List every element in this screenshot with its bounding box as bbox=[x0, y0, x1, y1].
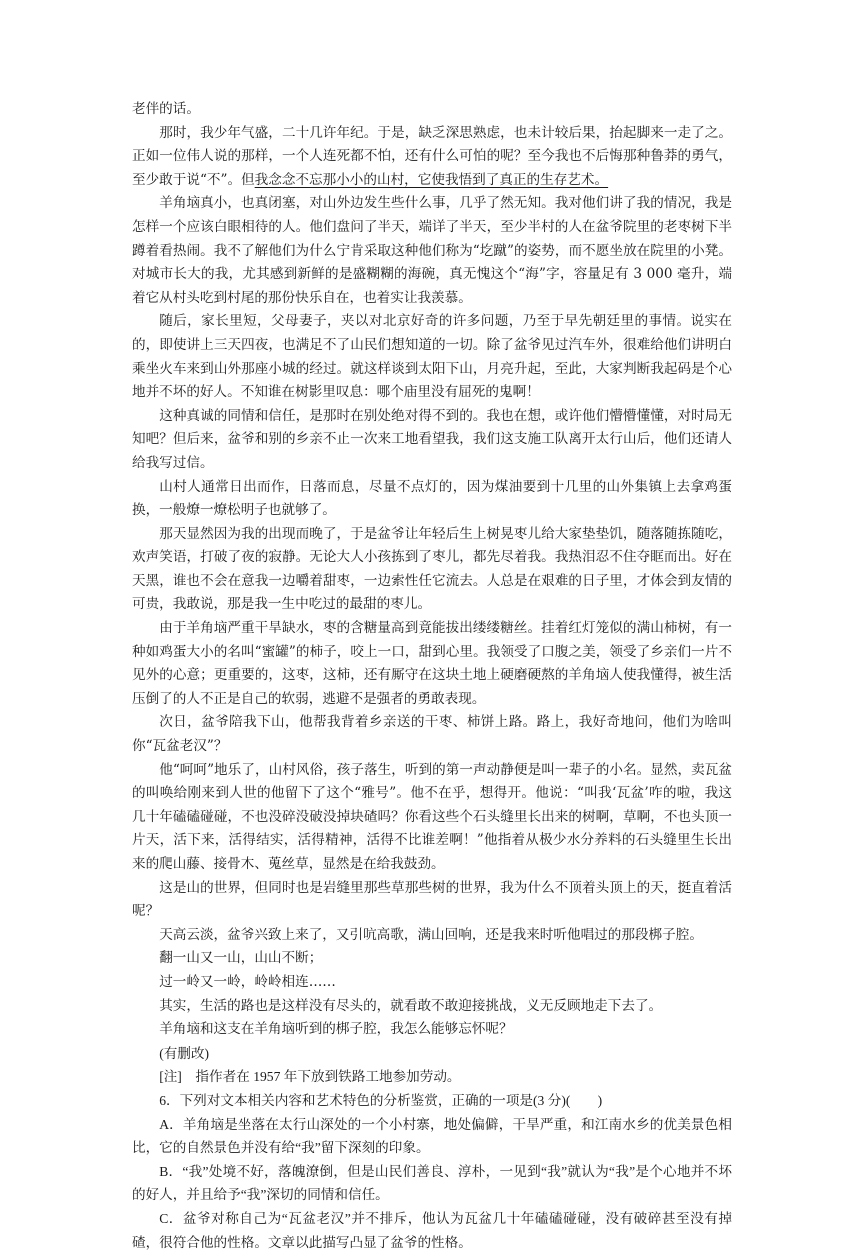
passage-paragraph-5: 山村人通常日出而作，日落而息，尽量不点灯的，因为煤油要到十几里的山外集镇上去拿鸡蛋换，一般燎一燎松明子也就够了。 bbox=[132, 478, 732, 519]
passage-paragraph-13: 羊角垴和这支在羊角垴听到的梆子腔，我怎么能够忘怀呢？ bbox=[159, 1021, 513, 1038]
passage-paragraph-8: 次日，盆爷陪我下山，他帮我背着乡亲送的干枣、柿饼上路。路上，我好奇地问，他们为啥叫你“瓦盆老汉”？ bbox=[132, 714, 732, 755]
question-stem: 6．下列对文本相关内容和艺术特色的分析鉴赏，正确的一项是(3 分)( ) bbox=[159, 1092, 603, 1108]
passage-paragraph-9: 他“呵呵”地乐了，山村风俗，孩子落生，听到的第一声动静便是叫一辈子的小名。显然，卖瓦盆的叫唤给刚来到人世的他留下了这个“雅号”。他不在乎，想得开。他说：“叫我‘瓦盆’咋的啦，我这几十年磕磕碰碰，不也没碎没破没掉块碴吗？你看这些个石头缝里长出来的树啊，草啊，不也头顶一片天，活下来，活得结实，活得精神，活得不比谁差啊！”他指着从极少水分养料的石头缝里生长出来的爬山藤、接骨木、蒐丝草，显然是在给我鼓劲。 bbox=[132, 761, 732, 872]
passage-paragraph-10: 这是山的世界，但同时也是岩缝里那些草那些树的世界，我为什么不顶着头顶上的天，挺直着活呢？ bbox=[132, 879, 732, 920]
passage-paragraph-12: 其实，生活的路也是这样没有尽头的，就看敢不敢迎接挑战，义无反顾地走下去了。 bbox=[159, 997, 663, 1014]
passage-paragraph-1 bbox=[132, 122, 732, 193]
passage-paragraph-0: 老伴的话。 bbox=[132, 101, 200, 117]
passage-paragraph-6: 那天显然因为我的出现而晚了，于是盆爷让年轻后生上树晃枣儿给大家垫垫饥，随落随拣随吃，欢声笑语，打破了夜的寂静。无论大人小孩拣到了枣儿，都先尽着我。我热泪忍不住夺眶而出。好在天黑，谁也不会在意我一边嚼着甜枣，一边索性任它流去。人总是在艰难的日子里，才体会到友情的可贵，我敢说，那是我一生中吃过的最甜的枣儿。 bbox=[132, 525, 732, 613]
source-note: (有删改) bbox=[159, 1045, 210, 1061]
song-verse-1: 翻一山又一山，山山不断； bbox=[159, 950, 323, 967]
passage-paragraph-2: 羊角垴真小，也真闭塞，对山外边发生些什么事，几乎了然无知。我对他们讲了我的情况，我是怎样一个应该白眼相待的人。他们盘问了半天，端详了半天，至少半村的人在盆爷院里的老枣树下半蹲着看热闹。我不了解他们为什么宁肯采取这种他们称为“圪蹴”的姿势，而不愿坐放在院里的小凳。对城市长大的我，尤其感到新鲜的是盛糊糊的海碗，真无愧这个“海”字，容量足有 3 000 毫升，端着它从村头吃到村尾的那份快乐自在，也着实让我羡慕。 bbox=[132, 195, 732, 306]
passage-paragraph-11: 天高云淡，盆爷兴致上来了，又引吭高歌，满山回响，还是我来时听他唱过的那段梆子腔。 bbox=[159, 926, 703, 943]
option-a: A．羊角垴是坐落在太行山深处的一个小村寨，地处偏僻，干旱严重，和江南水乡的优美景色相比，它的自然景色并没有给“我”留下深刻的印象。 bbox=[132, 1116, 732, 1156]
footnote: [注] 指作者在 1957 年下放到铁路工地参加劳动。 bbox=[159, 1069, 461, 1085]
underlined-sentence: 我念念不忘那小小的山村，它使我悟到了真正的生存艺术。 bbox=[254, 171, 609, 188]
passage-paragraph-4: 这种真诚的同情和信任，是那时在别处绝对得不到的。我也在想，或许他们懵懵懂懂，对时局无知吧？但后来，盆爷和别的乡亲不止一次来工地看望我，我们这支施工队离开太行山后，他们还请人给我写过信。 bbox=[132, 407, 732, 471]
option-b: B．“我”处境不好，落魄潦倒，但是山民们善良、淳朴，一见到“我”就认为“我”是个心地并不坏的好人，并且给予“我”深切的同情和信任。 bbox=[132, 1163, 732, 1203]
song-verse-2: 过一岭又一岭，岭岭相连…… bbox=[159, 973, 336, 990]
option-c: C．盆爷对称自己为“瓦盆老汉”并不排斥，他认为瓦盆几十年磕磕碰碰，没有破碎甚至没有掉碴，很符合他的性格。文章以此描写凸显了盆爷的性格。 bbox=[132, 1210, 732, 1250]
document-page bbox=[132, 98, 732, 1254]
passage-paragraph-7: 由于羊角垴严重干旱缺水，枣的含糖量高到竟能拔出缕缕糖丝。挂着红灯笼似的满山柿树，有一种如鸡蛋大小的名叫“蜜罐”的柿子，咬上一口，甜到心里。我领受了口腹之美，领受了乡亲们一片不见外的心意；更重要的，这枣，这柿，还有厮守在这块土地上硬磨硬熬的羊角垴人使我懂得，被生活压倒了的人不正是自己的软弱，逃避不是强者的勇敢表现。 bbox=[132, 620, 732, 707]
passage-paragraph-3: 随后，家长里短，父母妻子，夹以对北京好奇的许多问题，乃至于早先朝廷里的事情。说实在的，即使讲上三天四夜，也满足不了山民们想知道的一切。除了盆爷见过汽车外，很难给他们讲明白乘坐火车来到山外那座小城的经过。就这样谈到太阳下山，月亮升起，至此，大家判断我起码是个心地并不坏的好人。不知谁在树影里叹息：哪个庙里没有屈死的鬼啊！ bbox=[132, 313, 732, 401]
passage-paragraph-1-text: 那时，我少年气盛，二十几许年纪。于是，缺乏深思熟虑，也未计较后果，抬起脚来一走了之。正如一位伟人说的那样，一个人连死都不怕，还有什么可怕的呢？至今我也不后悔那种鲁莽的勇气，至少敢于说“不”。但 bbox=[132, 124, 732, 188]
